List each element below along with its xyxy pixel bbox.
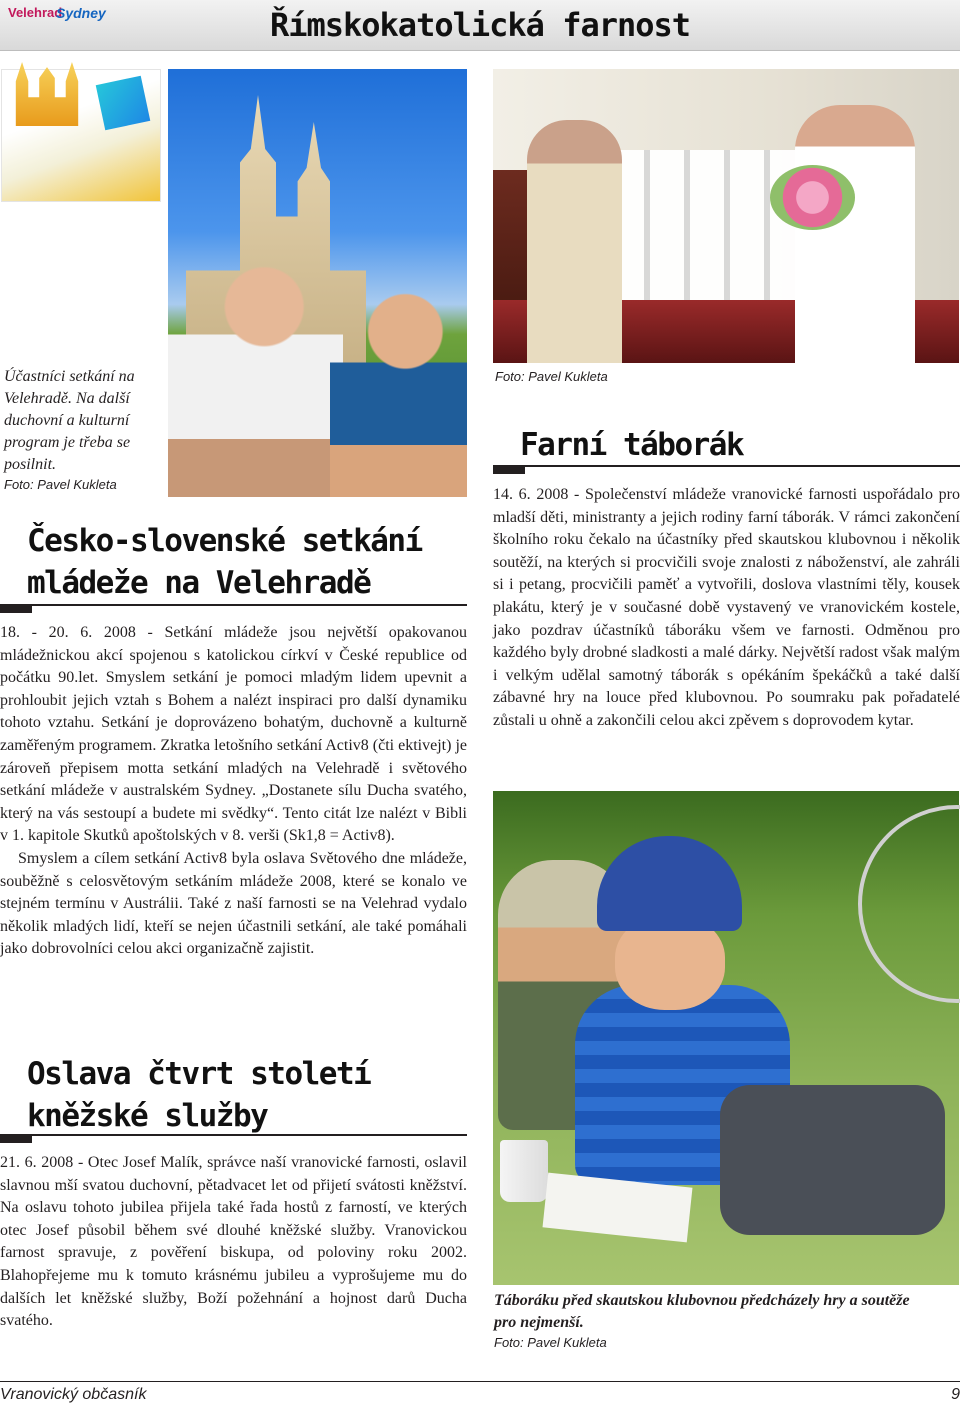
caption-text: Účastníci setkání na Velehradě. Na další duchovní a kulturní program je třeba se posilnit. [4, 368, 135, 473]
photo-caption-campfire [494, 1290, 914, 1350]
photo-credit-priest: Foto: Pavel Kukleta [495, 369, 608, 384]
logo-towers-graphic [8, 62, 86, 126]
article-campfire-body [493, 484, 960, 733]
photo-caption-velehrad [4, 366, 164, 492]
logo-text-sydney: Sydney [56, 5, 106, 21]
heading-youth-meeting: Česko-slovenské setkání mládeže na Velehradě [27, 523, 422, 601]
photo-flower-bouquet [770, 165, 855, 230]
article-youth-body [0, 622, 467, 961]
heading-priest-jubilee: Oslava čtvrt století kněžské služby [27, 1056, 371, 1134]
caption-credit: Foto: Pavel Kukleta [4, 477, 117, 492]
photo-person-woman [330, 290, 467, 497]
footer-page-number: 9 [951, 1386, 960, 1403]
heading-rule [0, 604, 467, 606]
logo-cross-graphic [96, 76, 151, 131]
paragraph: 18. - 20. 6. 2008 - Setkání mládeže jsou největší opakovanou mládežnickou akcí spojenou s katolickou církví v České republice od počátku 90.let. Smyslem setkání je pomoci mladým lidem upevnit a prohloubit jejich vztah s Bohem a nalézt inspiraci pro další dynamiku tohoto vztahu. Setkání je doprovázeno bohatým, duchovně a kulturně zaměřeným programem. Zkratka letošního setkání Activ8 (čti ektivejt) je zároveň přepisem motta setkání mladých na Velehradě i světového setkání mládeže v australském Sydney. „Dostanete sílu Ducha svatého, který na vás sestoupí a budete mi svědky“. Tento citát lze nalézt v Bibli v 1. kapitole Skutků apoštolských v 8. verši (Sk1,8 = Activ8). [0, 624, 467, 845]
photo-woman-speaking [527, 120, 622, 363]
logo-text-velehrad: Velehrad [8, 5, 63, 20]
page-title: Římskokatolická farnost [269, 6, 691, 44]
heading-campfire: Farní táborák [520, 427, 744, 463]
photo-person-man [168, 265, 343, 497]
heading-rule [493, 465, 960, 467]
article-priest-body [0, 1152, 467, 1333]
caption-credit: Foto: Pavel Kukleta [494, 1335, 607, 1350]
paragraph: 14. 6. 2008 - Společenství mládeže vranovické farnosti uspořádalo pro mladší děti, ministranty a jejich rodiny farní táborák. V rámci zakončení školního roku čekalo na účastníky před skautskou klubovnou i několik soutěží, na kterých si procvičili svoje znalosti z náboženství, ale zahráli si i petang, procvičili paměť a vytvořili, doslova vlastními těly, kousek plakátu, který je v současné době vystavený ve vranovickém kostele, jako pozdrav účastníků táboráku všem ve farnosti. Odměnou pro každého byly drobné sladkosti a malé dárky. Největší radost však malým i velkým udělal samotný táborák s opékáním špekáčků a také další zábavné hry na louce před klubovnou. Po soumraku pak pořadatelé zůstali u ohně a zakončili celou akci zpěvem s doprovodem kytar. [493, 486, 960, 729]
paragraph: Smyslem a cílem setkání Activ8 byla oslava Světového dne mládeže, souběžně s celosvětovým setkáním mládeže 2008, které se konalo ve stejném termínu v Austrálii. Také z naší farnosti se na Velehrad vydalo několik mladých lidí, kteří se nejen účastnili setkání, ale také pomáhali jako dobrovolníci celou akci organizačně zajistit. [0, 849, 467, 958]
photo-mug [500, 1140, 548, 1202]
heading-rule [0, 1134, 467, 1136]
photo-priest [795, 105, 915, 363]
heading-rule-tab [0, 1134, 32, 1143]
heading-rule-tab [0, 604, 32, 613]
paragraph: 21. 6. 2008 - Otec Josef Malík, správce naší vranovické farnosti, oslavil slavnou mší svatou duchovní, pětadvacet let od přijetí svátosti kněžství. Na oslavu tohoto jubilea přijela také řada hostů z farností, ve kterých otec Josef působil během své dlouhé kněžské služby. Vranovickou farnost spravuje, z pověření biskupa, od poloviny roku 2002. Blahopřejeme mu k tomuto krásnému jubileu a vyprošujeme mu do dalších let kněžské služby, Boží požehnání a hojnost darů Ducha svatého. [0, 1154, 467, 1330]
photo-boy-pants [720, 1085, 945, 1235]
footer-rule [0, 1381, 960, 1382]
footer-publication: Vranovický občasník [0, 1386, 147, 1403]
heading-rule-tab [493, 465, 525, 474]
caption-text: Táboráku před skautskou klubovnou předcházely hry a soutěže pro nejmenší. [494, 1292, 910, 1331]
